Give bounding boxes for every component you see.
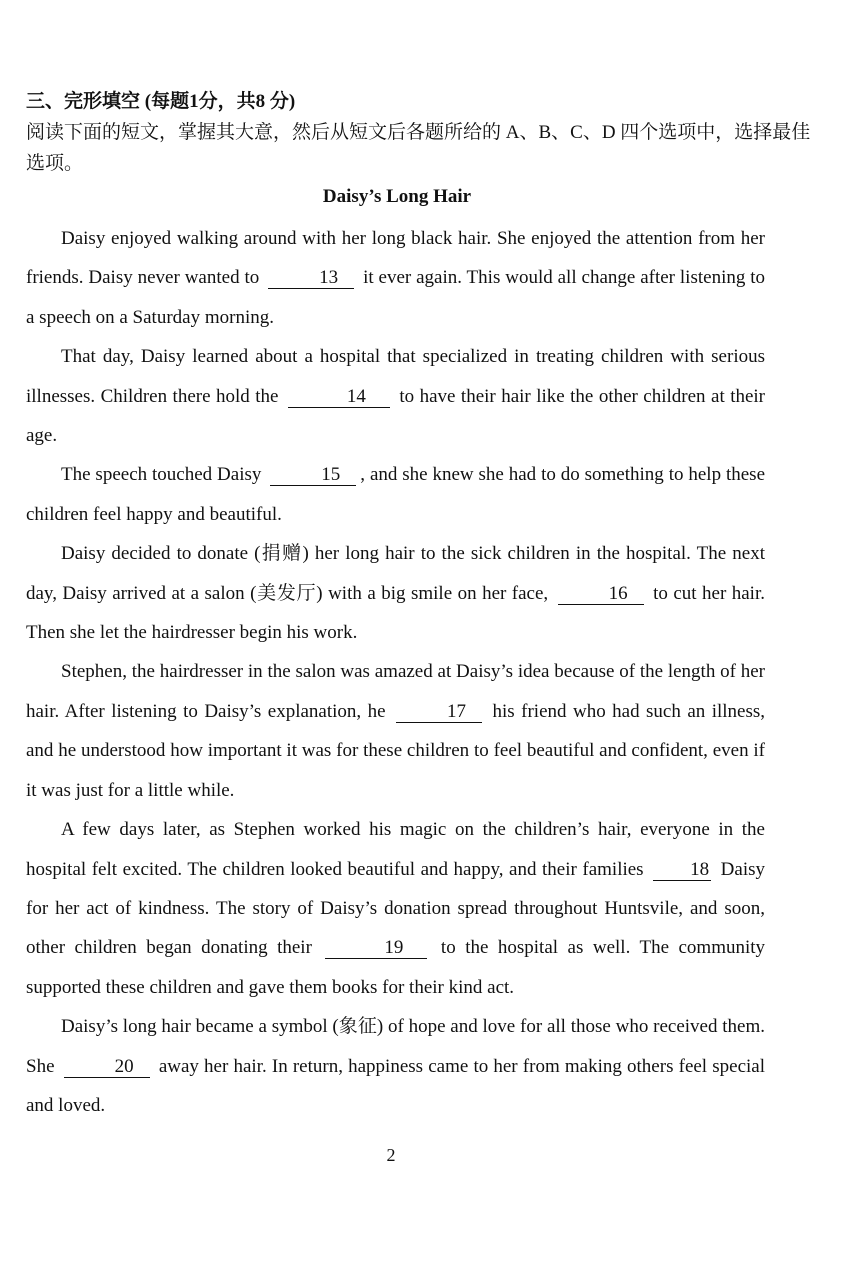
paragraph-5 [26,652,765,810]
blank-13: 13 [268,268,354,289]
section-instructions: 阅读下面的短文，掌握其大意，然后从短文后各题所给的 A、B、C、D 四个选项中，选择最佳选项。 [26,122,811,174]
paragraph-text: Daisy enjoyed walking around with her long black hair. She enjoyed the attention from her friends. Daisy never wanted to [26,228,765,289]
blank-18: 18 [653,860,711,881]
paragraph-2 [26,337,765,455]
blank-16: 16 [558,584,644,605]
passage-body [26,219,765,1125]
blank-15: 15 [270,465,356,486]
blank-20: 20 [64,1057,150,1078]
blank-14: 14 [288,387,390,408]
blank-17: 17 [396,702,482,723]
paragraph-text: That day, Daisy learned about a hospital that specialized in treating children with serious illnesses. Children there hold the [26,346,765,407]
paragraph-text: The speech touched Daisy [61,464,262,486]
paragraph-text: , and she knew she had to do something to help these children feel happy and beautiful. [26,464,766,525]
paragraph-text: to cut her hair. Then she let the hairdresser begin his work. [26,582,765,644]
paragraph-text: A few days later, as Stephen worked his magic on the children’s hair, everyone in the hospital felt excited. The children looked beautiful and happy, and their families [26,819,765,880]
paragraph-text: Daisy for her act of kindness. The story of Daisy’s donation spread throughout Huntsvile, and soon, other children began donating their [26,858,765,959]
section-heading: 三、完形填空 (每题1分，共8 分) [26,91,296,112]
paragraph-3 [26,455,765,534]
paragraph-6 [26,810,765,1007]
paragraph-text: to the hospital as well. The community supported these children and gave them books for their kind act. [26,937,766,998]
paragraph-text: away her hair. In return, happiness came to her from making others feel special and loved. [26,1055,765,1116]
paragraph-4 [26,534,765,652]
paragraph-text: Stephen, the hairdresser in the salon was amazed at Daisy’s idea because of the length of her hair. After listening to Daisy’s explanation, he [26,661,765,722]
blank-19: 19 [325,938,427,959]
paragraph-text: Daisy decided to donate (捐赠) her long hair to the sick children in the hospital. The next day, Daisy arrived at a salon (美发厅) with a big smile on her face, [26,543,765,604]
passage-title: Daisy’s Long Hair [322,186,472,207]
paragraph-text: to have their hair like the other children at their age. [26,385,766,447]
paragraph-text: it ever again. This would all change after listening to a speech on a Saturday morning. [26,267,766,328]
paragraph-text: Daisy’s long hair became a symbol (象征) of hope and love for all those who received them. She [26,1016,765,1077]
page-number: 2 [386,1145,396,1165]
paragraph-1 [26,219,765,337]
paragraph-text: his friend who had such an illness, and he understood how important it was for these children to feel beautiful and confident, even if it was just for a little while. [26,700,766,801]
paragraph-7 [26,1007,765,1125]
